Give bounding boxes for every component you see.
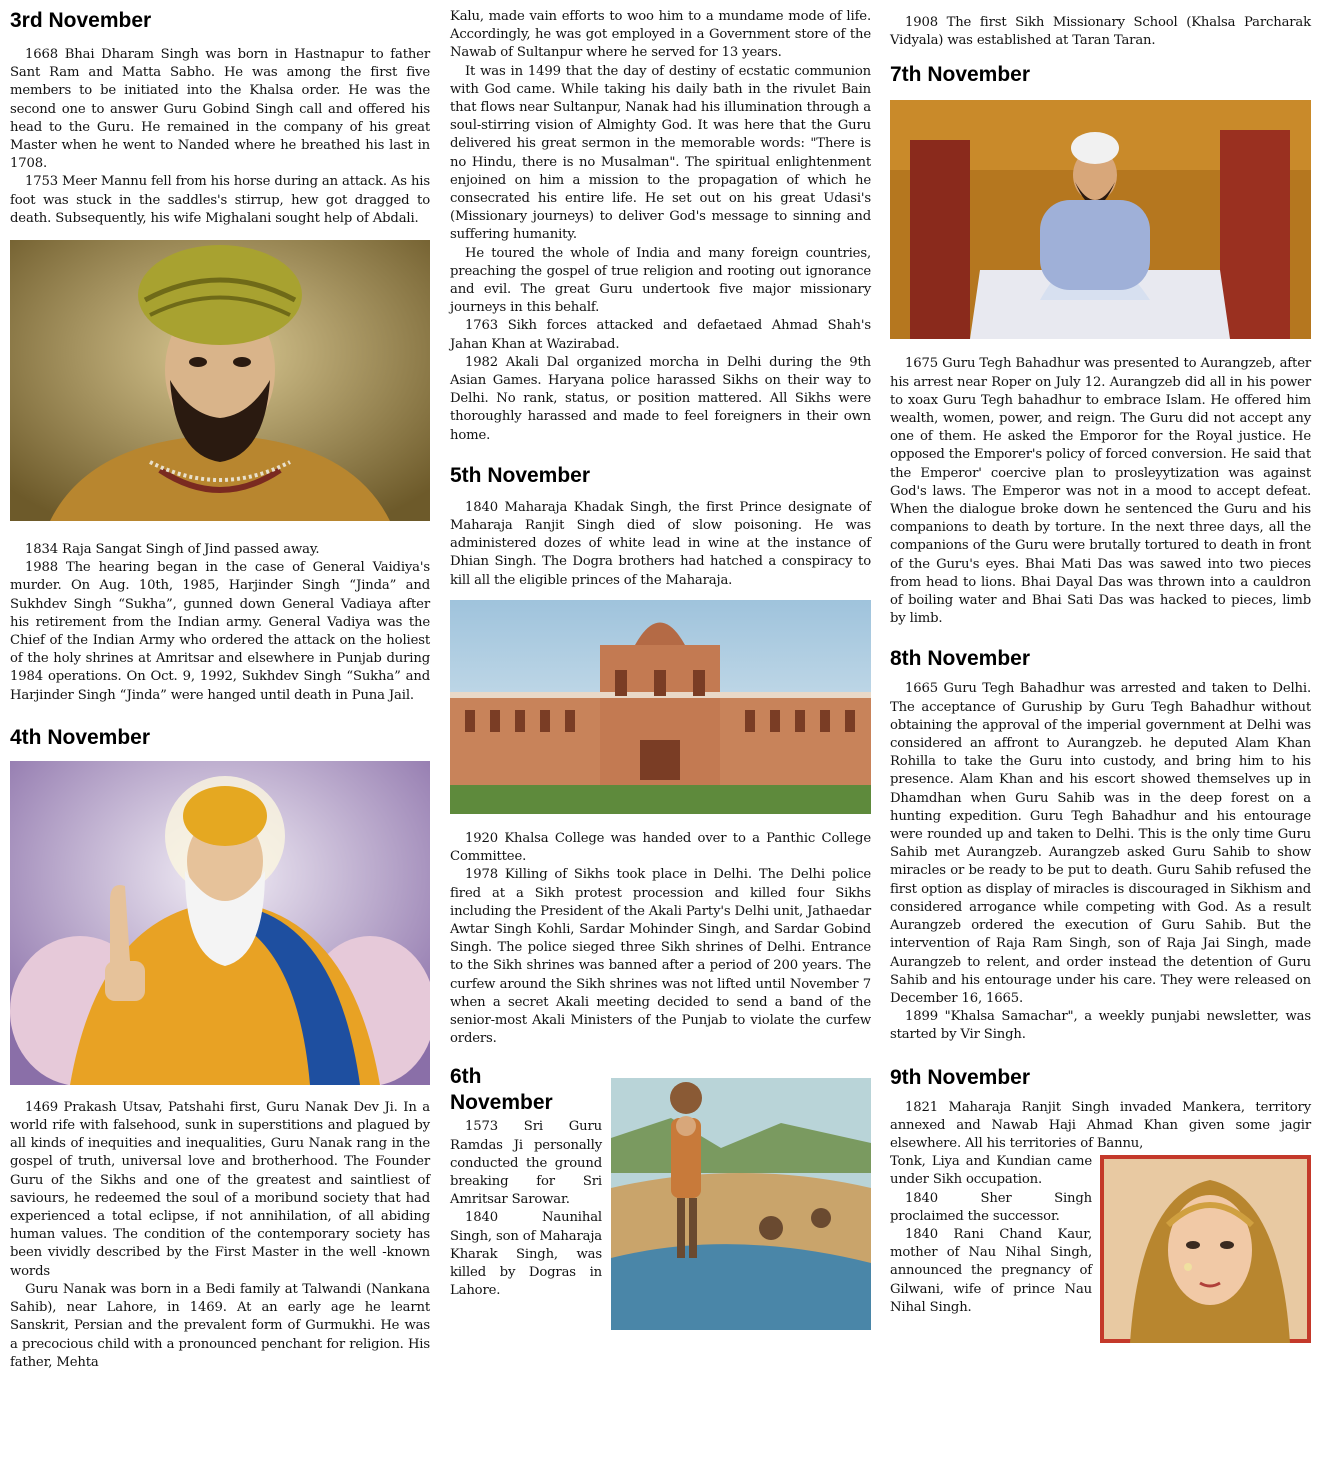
entry-1978: 1978 Killing of Sikhs took place in Delhi. The Delhi police fired at a Sikh protest procession and killed four Sikhs including the President of the Akali Party's Delhi unit, Jathaedar Awtar Singh Kohli, Sardar Mohinder Singh, and Sardar Gobind Singh. The police sieged three Sikh shrines of Delhi. Entrance to the Sikh shrines was banned after a period of 200 years. The curfew around the Sikh shrines was not lifted until November 7 when a secret Akali meeting decided to send a band of the senior-most Akali Ministers of the Punjab to violate the curfew orders.	[450, 867, 871, 1047]
entry-1763: 1763 Sikh forces attacked and defaetaed Ahmad Shah's Jahan Khan at Wazirabad.	[450, 318, 871, 352]
entry-1753: 1753 Meer Mannu fell from his horse during an attack. As his foot was stuck in the saddles's stirrup, hew got dragged to death. Subsequently, his wife Mighalani sought help of Abdali.	[10, 174, 430, 226]
entry-1665: 1665 Guru Tegh Bahadhur was arrested and taken to Delhi. The acceptance of Guruship by Guru Tegh Bahadhur without obtaining the approval of the imperial government at Delhi was considered an affront to Aurangzeb. he deputed Alam Khan Rohilla to take the Guru into custody, and bring him to his presence. Alam Khan and his escort showed themselves up in Dhamdhan when Guru Sahib was in the deep forest on a hunting expedition. Guru Tegh Bahadhur and his entourage were rounded up and taken to Delhi. This is the only time Guru Sahib met Aurangzeb. Aurangzeb asked Guru Sahib to show miracles or be ready to be put to death. Guru Sahib refused the first option as display of miracles is discouraged in Sikhism and considered arrogance while competing with God. As a result Aurangzeb ordered the execution of Guru Sahib. But the intervention of Raja Ram Singh, son of Raja Jai Singh, made Aurangzeb to relent, and order instead the detention of Guru Sahib and his entourage under his care. They were released on December 16, 1665.	[890, 681, 1311, 1006]
entry-guru-nanak-birth: Guru Nanak was born in a Bedi family at Talwandi (Nankana Sahib), near Lahore, in 1469. At an early age he learnt Sanskrit, Persian and the prevalent form of Gurmukhi. He was a precocious child with a pronounced penchant for religion. His father, Mehta	[10, 1281, 430, 1370]
entry-1840-sher-singh: 1840 Sher Singh proclaimed the successor.	[890, 1190, 1092, 1224]
heading-3rd-november: 3rd November	[10, 9, 152, 32]
column-2	[450, 0, 871, 1364]
entry-1499: It was in 1499 that the day of destiny of ecstatic communion with God came. While taking his daily bath in the rivulet Bain that flows near Sultanpur, Nanak had his illumination through a soul-stirring vision of Almighty God. It was here that the Guru delivered his great sermon in the memorable words: "There is no Hindu, there is no Musalman". The spiritual enlightenment enjoined on him a mission to the propagation of which he consecrated his entire life. He set out on his great Udasi's (Missionary journeys) to deliver God's message to sinning and suffering humanity.	[450, 63, 871, 243]
heading-6th-november-line1: 6th	[450, 1065, 482, 1089]
entry-1840-naunihal: 1840 Naunihal Singh, son of Maharaja Kharak Singh, was killed by Dogras in Lahore.	[450, 1210, 603, 1299]
column-3	[890, 0, 1311, 1343]
heading-5th-november: 5th November	[450, 463, 591, 487]
section-9th-november-body	[890, 1153, 1311, 1343]
guru-nanak-portrait-image	[10, 761, 430, 1085]
entry-1988: 1988 The hearing began in the case of General Vaidiya's murder. On Aug. 10th, 1985, Harjinder Singh “Jinda” and Sukhdev Singh “Sukha”, gunned down General Vadiaya after his retirement from the Indian army. General Vadiya was the Chief of the Indian Army who ordered the attack on the holiest of the holy shrines at Amritsar and elsewhere in Punjab during 1984 operations. On Oct. 9, 1992, Sukhdev Singh “Sukha” and Harjinder Singh “Jinda” were hanged until death in Puna Jail.	[10, 560, 430, 703]
entry-1469: 1469 Prakash Utsav, Patshahi first, Guru Nanak Dev Ji. In a world rife with falsehood, sunk in superstitions and plagued by all kinds of inequities and inequalities, Guru Nanak rang in the gospel of truth, universal love and brotherhood. The Founder Guru of the Sikhs and one of the greatest and saintliest of saviours, he redeemed the soul of a moribund society that had experienced a total eclipse, if not annihilation, of all abiding human values. The condition of the contemporary society has been vividly described by the First Master in the well -known words	[10, 1099, 430, 1279]
heading-4th-november: 4th November	[10, 725, 151, 749]
entry-1573: 1573 Sri Guru Ramdas Ji personally conducted the ground breaking for Sri Amritsar Sarowar.	[450, 1119, 602, 1208]
entry-1982: 1982 Akali Dal organized morcha in Delhi during the 9th Asian Games. Haryana police harassed Sikhs on their way to Delhi. No rank, status, or position mattered. All Sikhs were thoroughly harassed and made to feel foreigners in their own home.	[450, 354, 871, 443]
entry-1834: 1834 Raja Sangat Singh of Jind passed away.	[25, 542, 320, 558]
heading-7th-november: 7th November	[890, 63, 1031, 87]
khalsa-college-building-image	[450, 600, 871, 814]
entry-missionary-journeys: He toured the whole of India and many foreign countries, preaching the gospel of true religion and rooting out ignorance and evil. The great Guru undertook five major missionary journeys in this behalf.	[450, 245, 871, 316]
entry-1908: 1908 The first Sikh Missionary School (Khalsa Parcharak Vidyala) was established at Taran Taran.	[890, 15, 1311, 49]
entry-1821-continued: Tonk, Liya and Kundian came under Sikh occupation.	[890, 1154, 1092, 1188]
heading-9th-november: 9th November	[890, 1065, 1031, 1089]
entry-1675: 1675 Guru Tegh Bahadhur was presented to Aurangzeb, after his arrest near Roper on July 12. Aurangzeb did all in his power to xoax Guru Tegh bahadhur to embrace Islam. He offered him wealth, women, power, and reign. The Guru did not accept any one of them. He asked the Emporor for the Royal justice. He opposed the Emporer's policy of forced conversion. He said that the Emperor' coercive plan to prosleyytization was against God's laws. The Emperor was not in a mood to accept defeat. When the dialogue broke down he sentenced the Guru and his companions to death by torture. In the next three days, all the companions of the Guru were brutally tortured to death in front of the Guru's eyes. Bhai Mati Das was sawed into two pieces from head to lions. Bhai Dayal Das was thrown into a cauldron of boiling water and Bhai Sati Das was hacked to pieces, limb by limb.	[890, 356, 1311, 627]
heading-6th-november-line2: November	[450, 1091, 553, 1115]
entry-1821: 1821 Maharaja Ranjit Singh invaded Mankera, territory annexed and Nawab Haji Ahmad Khan given some jagir elsewhere. All his territories of Bannu,	[890, 1099, 1311, 1151]
section-6th-november	[450, 1064, 871, 1364]
guru-tegh-bahadur-image	[890, 100, 1311, 339]
entry-1840-rani-chand-kaur: 1840 Rani Chand Kaur, mother of Nau Nihal Singh, announced the pregnancy of Gilwani, wife of prince Nau Nihal Singh.	[890, 1226, 1092, 1315]
sarowar-construction-image	[611, 1078, 871, 1330]
heading-8th-november: 8th November	[890, 647, 1031, 671]
column-1	[10, 0, 430, 1372]
entry-1920: 1920 Khalsa College was handed over to a Panthic College Committee.	[450, 830, 871, 865]
entry-1840-khadak-singh: 1840 Maharaja Khadak Singh, the first Prince designate of Maharaja Ranjit Singh died of slow poisoning. He was administered dozes of white lead in wine at the instance of Dhian Singh. The Dogra brothers had hatched a conspiracy to kill all the eligible princes of the Maharaja.	[450, 499, 871, 588]
portrait-turbaned-man-image	[10, 240, 430, 521]
entry-1899: 1899 "Khalsa Samachar", a weekly punjabi newsletter, was started by Vir Singh.	[890, 1009, 1311, 1043]
entry-1668: 1668 Bhai Dharam Singh was born in Hastnapur to father Sant Ram and Matta Sabho. He was among the first five members to be initiated into the Khalsa order. He was the second one to answer Guru Gobind Singh call and offered his head to the Guru. He remained in the company of his great Master when he went to Nanded where he breathed his last in 1708.	[10, 47, 430, 172]
entry-kalu-continued: Kalu, made vain efforts to woo him to a mundame mode of life. Accordingly, he was got employed in a Government store of the Nawab of Sultanpur where he served for 13 years.	[450, 9, 871, 61]
rani-chand-kaur-image	[1100, 1155, 1311, 1343]
